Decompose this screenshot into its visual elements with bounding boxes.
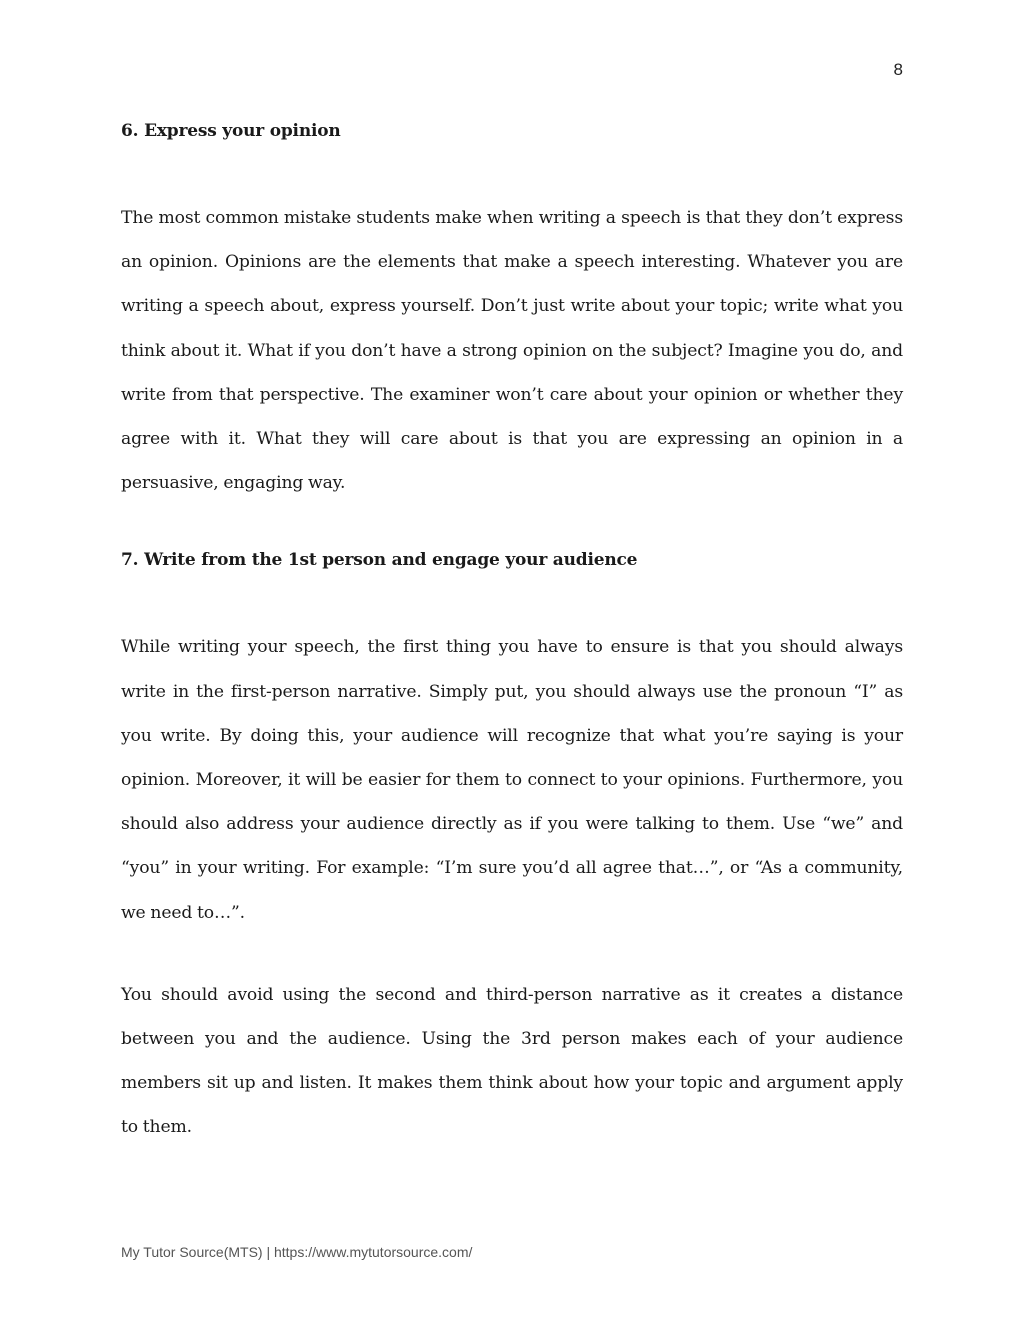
- section-heading-first-person: 7. Write from the 1st person and engage your audience: [121, 550, 638, 571]
- section-heading-express-opinion: 6. Express your opinion: [121, 121, 341, 141]
- paragraph-first-person: While writing your speech, the first thing you have to ensure is that you should always write in the first-person narrative. Simply put, you should always use the pronoun “I” as you write. By doing this, your audience will recognize that what you’re saying is your opinion. Moreover, it will be easier for them to connect to your opinions. Furthermore, you should also address your audience directly as if you were talking to them. Use “we” and “you” in your writing. For example: “I’m sure you’d all agree that…”, or “As a community, we need to…”.: [121, 637, 903, 923]
- document-body: [121, 114, 903, 1150]
- page-number: 8: [893, 60, 903, 79]
- paragraph-avoid-third-person: You should avoid using the second and third-person narrative as it creates a distance between you and the audience. Using the 3rd person makes each of your audience members sit up and listen. It makes them think about how your topic and argument apply to them.: [121, 984, 903, 1138]
- paragraph-express-opinion: The most common mistake students make when writing a speech is that they don’t express an opinion. Opinions are the elements that make a speech interesting. Whatever you are writing a speech about, express yourself. Don’t just write about your topic; write what you think about it. What if you don’t have a strong opinion on the subject? Imagine you do, and write from that perspective. The examiner won’t care about your opinion or whether they agree with it. What they will care about is that you are expressing an opinion in a persuasive, engaging way.: [121, 208, 903, 494]
- footer-text: My Tutor Source(MTS) | https://www.mytutorsource.com/: [121, 1244, 473, 1260]
